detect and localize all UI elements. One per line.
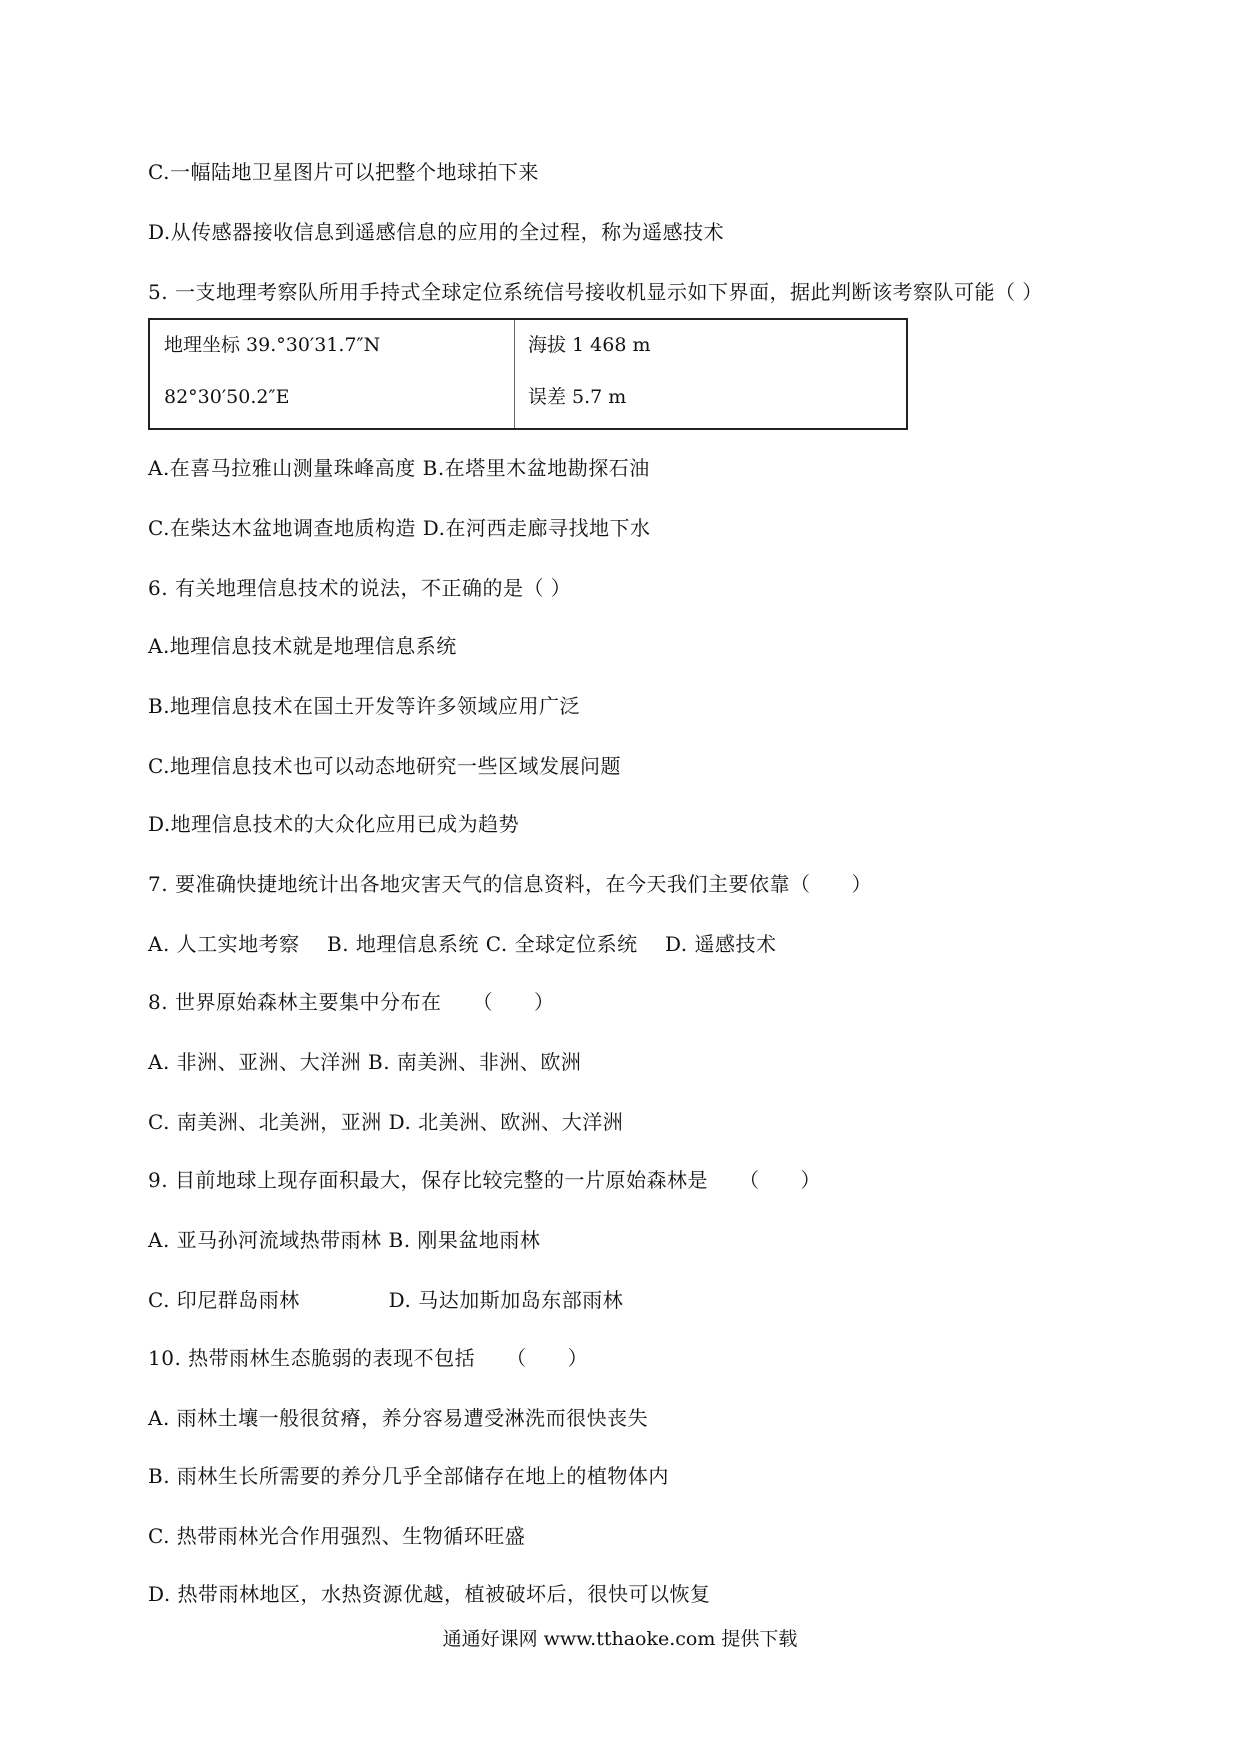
option-10a: A. 雨林土壤一般很贫瘠，养分容易遭受淋洗而很快丧失 <box>148 1406 649 1430</box>
options-7: A. 人工实地考察 B. 地理信息系统 C. 全球定位系统 D. 遥感技术 <box>148 932 777 956</box>
option-6b: B.地理信息技术在国土开发等许多领域应用广泛 <box>148 694 581 718</box>
gps-longitude: 82°30′50.2″E <box>164 386 290 408</box>
question-8: 8. 世界原始森林主要集中分布在 （ ） <box>148 990 555 1014</box>
options-9ab: A. 亚马孙河流域热带雨林 B. 刚果盆地雨林 <box>148 1228 541 1252</box>
question-10: 10. 热带雨林生态脆弱的表现不包括 （ ） <box>148 1346 589 1370</box>
option-10b: B. 雨林生长所需要的养分几乎全部储存在地上的植物体内 <box>148 1464 669 1488</box>
options-8ab: A. 非洲、亚洲、大洋洲 B. 南美洲、非洲、欧洲 <box>148 1050 582 1074</box>
option-6d: D.地理信息技术的大众化应用已成为趋势 <box>148 812 520 836</box>
options-8cd: C. 南美洲、北美洲，亚洲 D. 北美洲、欧洲、大洋洲 <box>148 1110 624 1134</box>
option-10c: C. 热带雨林光合作用强烈、生物循环旺盛 <box>148 1524 526 1548</box>
page-footer: 通通好课网 www.tthaoke.com 提供下载 <box>442 1628 798 1650</box>
table-divider <box>514 320 515 428</box>
question-6: 6. 有关地理信息技术的说法，不正确的是（ ） <box>148 576 572 600</box>
options-5cd: C.在柴达木盆地调查地质构造 D.在河西走廊寻找地下水 <box>148 516 651 540</box>
gps-readout-table <box>148 318 908 430</box>
gps-altitude: 海拔 1 468 m <box>528 334 651 356</box>
option-4c: C.一幅陆地卫星图片可以把整个地球拍下来 <box>148 160 539 184</box>
gps-latitude: 地理坐标 39.°30′31.7″N <box>164 334 381 356</box>
option-6c: C.地理信息技术也可以动态地研究一些区域发展问题 <box>148 754 621 778</box>
options-9cd: C. 印尼群岛雨林 D. 马达加斯加岛东部雨林 <box>148 1288 624 1312</box>
gps-error: 误差 5.7 m <box>528 386 627 408</box>
question-5: 5. 一支地理考察队所用手持式全球定位系统信号接收机显示如下界面，据此判断该考察队可能（ ） <box>148 280 1043 304</box>
question-9: 9. 目前地球上现存面积最大，保存比较完整的一片原始森林是 （ ） <box>148 1168 821 1192</box>
option-10d: D. 热带雨林地区，水热资源优越，植被破坏后，很快可以恢复 <box>148 1582 711 1606</box>
option-6a: A.地理信息技术就是地理信息系统 <box>148 634 457 658</box>
options-5ab: A.在喜马拉雅山测量珠峰高度 B.在塔里木盆地勘探石油 <box>148 456 650 480</box>
question-7: 7. 要准确快捷地统计出各地灾害天气的信息资料，在今天我们主要依靠（ ） <box>148 872 872 896</box>
option-4d: D.从传感器接收信息到遥感信息的应用的全过程，称为遥感技术 <box>148 220 725 244</box>
